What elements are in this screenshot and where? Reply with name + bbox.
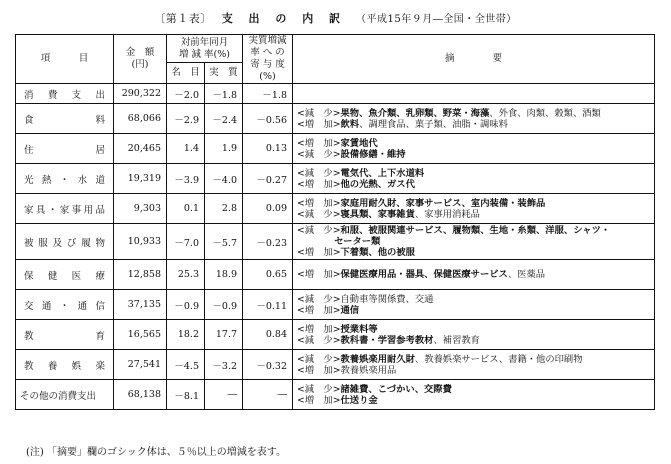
nominal-change-cell: 18.2 bbox=[167, 320, 205, 350]
summary-line bbox=[297, 119, 651, 130]
table-period: （平成15年９月―全国・全世帯） bbox=[356, 14, 517, 25]
contribution-cell: 0.84 bbox=[243, 320, 293, 350]
contribution-cell: －0.32 bbox=[243, 350, 293, 380]
table-row bbox=[16, 290, 655, 320]
real-change-cell: －3.2 bbox=[205, 350, 243, 380]
summary-text-bold: 保健医療用品・器具、保健医療サービス bbox=[340, 269, 508, 280]
table-row bbox=[16, 350, 655, 380]
summary-text: <減 少> bbox=[297, 225, 341, 236]
summary-text: <増 加> bbox=[297, 197, 341, 209]
summary-cell bbox=[293, 104, 655, 134]
summary-text-bold: 家庭用耐久財、家事サービス、室内装備・装飾品 bbox=[340, 197, 546, 209]
summary-text: <増 加> bbox=[297, 137, 341, 149]
summary-text-bold: 教科書・学習参考教材 bbox=[340, 334, 434, 346]
table-row bbox=[16, 380, 655, 410]
item-cell: 光熱・水道 bbox=[16, 164, 114, 194]
summary-line bbox=[297, 335, 651, 346]
summary-text-bold: 設備修繕・維持 bbox=[340, 148, 406, 160]
summary-cell bbox=[293, 320, 655, 350]
nominal-change-cell: －2.9 bbox=[167, 104, 205, 134]
summary-text-bold: 教養娯楽用耐久財 bbox=[340, 353, 415, 365]
summary-cell bbox=[293, 224, 655, 260]
table-row bbox=[16, 224, 655, 260]
amount-cell: 10,933 bbox=[114, 224, 167, 260]
table-row bbox=[16, 84, 655, 104]
summary-line bbox=[297, 324, 651, 335]
summary-text-bold: 電気代、上下水道料 bbox=[340, 167, 425, 179]
header-change: 対前年同月 増 減 率(%) bbox=[167, 35, 243, 63]
contribution-cell: －0.11 bbox=[243, 290, 293, 320]
table-row bbox=[16, 134, 655, 164]
summary-text: <増 加> bbox=[297, 247, 341, 258]
summary-line bbox=[297, 225, 651, 236]
nominal-change-cell: －4.5 bbox=[167, 350, 205, 380]
nominal-change-cell: －7.0 bbox=[167, 224, 205, 260]
amount-cell: 19,319 bbox=[114, 164, 167, 194]
summary-line bbox=[297, 247, 651, 258]
table-caption bbox=[0, 10, 671, 26]
summary-cell bbox=[293, 380, 655, 410]
summary-text: <増 加> bbox=[297, 269, 341, 280]
nominal-change-cell: 25.3 bbox=[167, 260, 205, 290]
summary-line bbox=[297, 354, 651, 365]
summary-text: 教養娯楽用品 bbox=[340, 364, 397, 376]
summary-text-bold: 通信 bbox=[340, 304, 360, 316]
summary-line bbox=[297, 108, 651, 119]
amount-cell: 37,135 bbox=[114, 290, 167, 320]
nominal-change-cell: 1.4 bbox=[167, 134, 205, 164]
contribution-cell: －0.27 bbox=[243, 164, 293, 194]
summary-text-bold: 飲料 bbox=[340, 118, 360, 130]
nominal-change-cell: －8.1 bbox=[167, 380, 205, 410]
summary-text-bold: 諸雑費、こづかい、交際費 bbox=[340, 383, 452, 395]
item-cell: その他の消費支出 bbox=[16, 380, 114, 410]
summary-text-bold: 和服、被服関連サービス、履物類、生地・糸類、洋服、シャツ・ bbox=[340, 225, 611, 236]
item-cell: 消費支出 bbox=[16, 84, 114, 104]
summary-text-bold: 寝具類、家事雑貨 bbox=[340, 208, 415, 220]
real-change-cell: －0.9 bbox=[205, 290, 243, 320]
summary-line bbox=[297, 138, 651, 149]
summary-text: <減 少> bbox=[297, 208, 341, 220]
summary-text: 、家事用消耗品 bbox=[414, 208, 480, 220]
summary-text: 、補習教育 bbox=[433, 334, 480, 346]
contribution-cell: 0.65 bbox=[243, 260, 293, 290]
summary-cell bbox=[293, 194, 655, 224]
item-cell: 食料 bbox=[16, 104, 114, 134]
header-summary: 摘 要 bbox=[293, 35, 655, 84]
summary-text bbox=[297, 236, 334, 247]
item-cell: 教育 bbox=[16, 320, 114, 350]
summary-text-bold: 他の光熱、ガス代 bbox=[340, 178, 415, 190]
real-change-cell: －4.0 bbox=[205, 164, 243, 194]
amount-cell: 12,858 bbox=[114, 260, 167, 290]
table-number: 〔第１表〕 bbox=[154, 12, 212, 25]
summary-line bbox=[297, 384, 651, 395]
summary-text: <減 少> bbox=[297, 167, 341, 179]
table-row bbox=[16, 320, 655, 350]
table-row bbox=[16, 104, 655, 134]
summary-text: 、教養娯楽サービス、書籍・他の印刷物 bbox=[414, 353, 583, 365]
amount-cell: 27,541 bbox=[114, 350, 167, 380]
amount-cell: 20,465 bbox=[114, 134, 167, 164]
nominal-change-cell: 0.1 bbox=[167, 194, 205, 224]
summary-text: <増 加> bbox=[297, 364, 341, 376]
summary-cell bbox=[293, 84, 655, 104]
summary-cell bbox=[293, 134, 655, 164]
summary-text: 自動車等関係費、交通 bbox=[340, 293, 434, 305]
summary-line bbox=[297, 294, 651, 305]
summary-text-bold: 下着類、他の被服 bbox=[340, 247, 415, 258]
summary-text: <減 少> bbox=[297, 353, 341, 365]
summary-cell bbox=[293, 164, 655, 194]
amount-cell: 9,303 bbox=[114, 194, 167, 224]
summary-line bbox=[297, 179, 651, 190]
item-cell: 交通・通信 bbox=[16, 290, 114, 320]
summary-cell bbox=[293, 350, 655, 380]
summary-line bbox=[297, 209, 651, 220]
summary-text-bold: 授業料等 bbox=[340, 323, 378, 335]
real-change-cell: 17.7 bbox=[205, 320, 243, 350]
table-row bbox=[16, 164, 655, 194]
summary-text: 、外食、肉類、穀類、酒類 bbox=[489, 107, 601, 119]
item-cell: 教養娯楽 bbox=[16, 350, 114, 380]
contribution-cell: 0.09 bbox=[243, 194, 293, 224]
header-real: 実 質 bbox=[205, 63, 243, 84]
summary-text: 、医薬品 bbox=[507, 269, 546, 280]
table-row bbox=[16, 260, 655, 290]
summary-text-bold: 果物、魚介類、乳卵類、野菜・海藻 bbox=[340, 107, 490, 119]
real-change-cell: 1.9 bbox=[205, 134, 243, 164]
amount-cell: 16,565 bbox=[114, 320, 167, 350]
summary-text: <減 少> bbox=[297, 334, 341, 346]
amount-cell: 68,138 bbox=[114, 380, 167, 410]
amount-cell: 290,322 bbox=[114, 84, 167, 104]
summary-line bbox=[297, 395, 651, 406]
table-title: 支 出 の 内 訳 bbox=[221, 12, 347, 25]
real-change-cell: －2.4 bbox=[205, 104, 243, 134]
real-change-cell: ― bbox=[205, 380, 243, 410]
item-cell: 保健医療 bbox=[16, 260, 114, 290]
footnote: (注) 「摘要」欄のゴシック体は、５％以上の増減を表す。 bbox=[26, 447, 286, 458]
summary-text: <減 少> bbox=[297, 107, 341, 119]
summary-text: <減 少> bbox=[297, 383, 341, 395]
summary-text-bold: セーター類 bbox=[334, 236, 381, 247]
summary-line bbox=[297, 269, 651, 280]
summary-text: <減 少> bbox=[297, 148, 341, 160]
contribution-cell: ― bbox=[243, 380, 293, 410]
contribution-cell: －0.23 bbox=[243, 224, 293, 260]
summary-text-bold: 家賃地代 bbox=[340, 137, 378, 149]
expenditure-table bbox=[15, 34, 655, 410]
summary-text: 、調理食品、菓子類、油脂・調味料 bbox=[359, 118, 508, 130]
header-contribution: 実質増減 率 へ の 寄 与 度 (%) bbox=[243, 35, 293, 84]
header-nominal: 名 目 bbox=[167, 63, 205, 84]
real-change-cell: 18.9 bbox=[205, 260, 243, 290]
summary-text: <増 加> bbox=[297, 394, 341, 406]
table-row bbox=[16, 194, 655, 224]
summary-text: <増 加> bbox=[297, 118, 341, 130]
summary-cell bbox=[293, 260, 655, 290]
summary-text: <増 加> bbox=[297, 304, 341, 316]
nominal-change-cell: －3.9 bbox=[167, 164, 205, 194]
summary-text: <増 加> bbox=[297, 178, 341, 190]
summary-line bbox=[297, 149, 651, 160]
summary-text: <増 加> bbox=[297, 323, 341, 335]
summary-line bbox=[297, 168, 651, 179]
real-change-cell: －1.8 bbox=[205, 84, 243, 104]
nominal-change-cell: －0.9 bbox=[167, 290, 205, 320]
summary-text-bold: 仕送り金 bbox=[340, 394, 378, 406]
contribution-cell: －0.56 bbox=[243, 104, 293, 134]
summary-cell bbox=[293, 290, 655, 320]
summary-line bbox=[297, 365, 651, 376]
real-change-cell: 2.8 bbox=[205, 194, 243, 224]
item-cell: 住居 bbox=[16, 134, 114, 164]
summary-line bbox=[297, 198, 651, 209]
nominal-change-cell: －2.0 bbox=[167, 84, 205, 104]
header-item: 項 目 bbox=[16, 35, 114, 84]
amount-cell: 68,066 bbox=[114, 104, 167, 134]
summary-line bbox=[297, 236, 651, 247]
item-cell: 被服及び履物 bbox=[16, 224, 114, 260]
item-cell: 家具・家事用品 bbox=[16, 194, 114, 224]
real-change-cell: －5.7 bbox=[205, 224, 243, 260]
summary-line bbox=[297, 305, 651, 316]
summary-text: <減 少> bbox=[297, 293, 341, 305]
contribution-cell: －1.8 bbox=[243, 84, 293, 104]
contribution-cell: 0.13 bbox=[243, 134, 293, 164]
header-amount: 金 額 (円) bbox=[114, 35, 167, 84]
